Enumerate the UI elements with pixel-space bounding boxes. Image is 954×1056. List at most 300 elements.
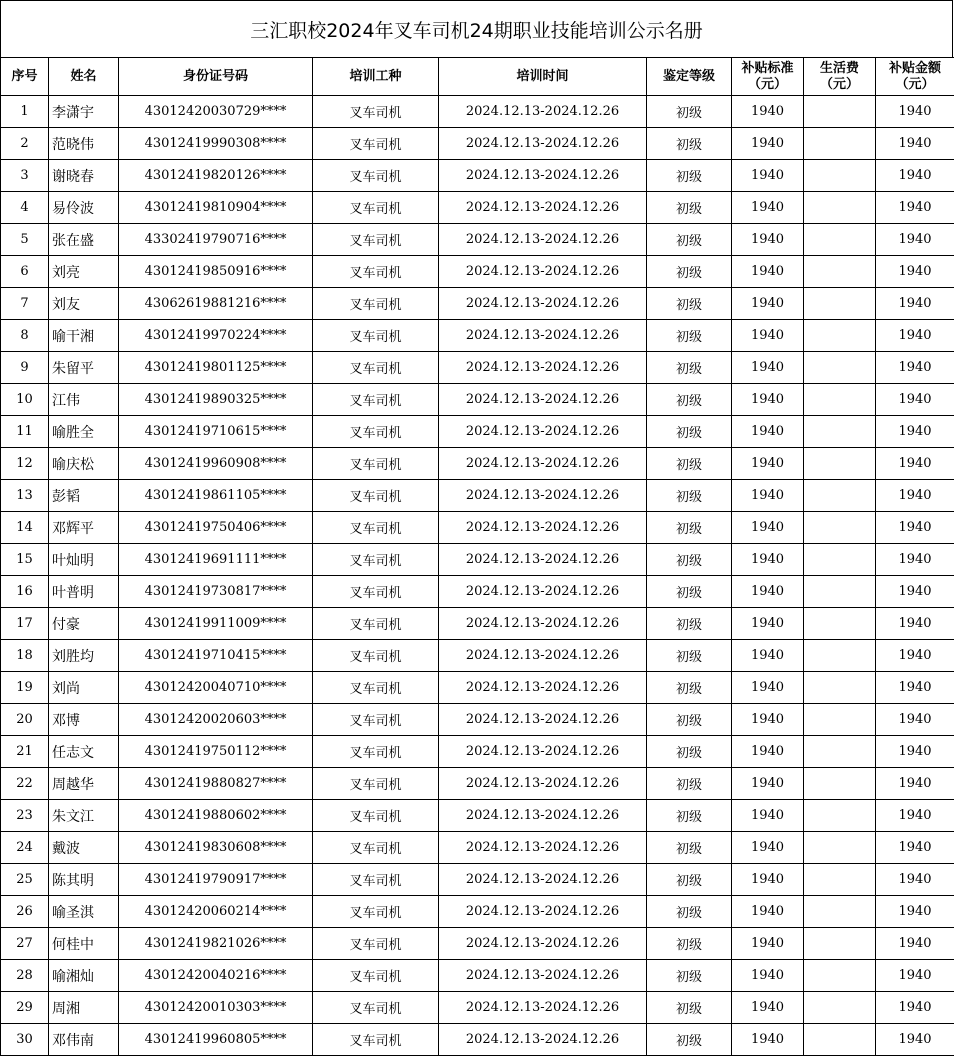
- header-period: 培训时间: [439, 58, 647, 96]
- cell-living: [804, 160, 876, 192]
- table-row: [1, 448, 954, 480]
- cell-living: [804, 768, 876, 800]
- cell-level: 初级: [647, 352, 732, 384]
- cell-seq: 13: [1, 480, 49, 512]
- cell-amount: 1940: [876, 320, 954, 352]
- cell-name: 刘友: [49, 288, 119, 320]
- cell-period: 2024.12.13-2024.12.26: [439, 384, 647, 416]
- cell-period: 2024.12.13-2024.12.26: [439, 544, 647, 576]
- cell-trade: 叉车司机: [313, 864, 439, 896]
- cell-standard: 1940: [732, 832, 804, 864]
- cell-trade: 叉车司机: [313, 704, 439, 736]
- cell-standard: 1940: [732, 480, 804, 512]
- cell-seq: 7: [1, 288, 49, 320]
- cell-seq: 6: [1, 256, 49, 288]
- cell-seq: 29: [1, 992, 49, 1024]
- cell-amount: 1940: [876, 224, 954, 256]
- cell-trade: 叉车司机: [313, 640, 439, 672]
- cell-living: [804, 192, 876, 224]
- cell-amount: 1940: [876, 512, 954, 544]
- header-amount: 补贴金额（元）: [876, 58, 954, 96]
- cell-seq: 21: [1, 736, 49, 768]
- cell-trade: 叉车司机: [313, 672, 439, 704]
- table-row: [1, 512, 954, 544]
- cell-trade: 叉车司机: [313, 960, 439, 992]
- cell-seq: 11: [1, 416, 49, 448]
- cell-seq: 19: [1, 672, 49, 704]
- table-row: [1, 352, 954, 384]
- cell-trade: 叉车司机: [313, 352, 439, 384]
- table-row: [1, 768, 954, 800]
- table-row: [1, 224, 954, 256]
- table-row: [1, 640, 954, 672]
- cell-level: 初级: [647, 384, 732, 416]
- cell-name: 邓博: [49, 704, 119, 736]
- cell-name: 朱文江: [49, 800, 119, 832]
- cell-living: [804, 448, 876, 480]
- cell-amount: 1940: [876, 640, 954, 672]
- cell-period: 2024.12.13-2024.12.26: [439, 352, 647, 384]
- cell-level: 初级: [647, 992, 732, 1024]
- cell-name: 邓辉平: [49, 512, 119, 544]
- roster-table: [0, 57, 954, 1056]
- cell-period: 2024.12.13-2024.12.26: [439, 256, 647, 288]
- cell-amount: 1940: [876, 896, 954, 928]
- cell-standard: 1940: [732, 320, 804, 352]
- cell-standard: 1940: [732, 576, 804, 608]
- cell-level: 初级: [647, 288, 732, 320]
- cell-trade: 叉车司机: [313, 1024, 439, 1056]
- cell-living: [804, 512, 876, 544]
- cell-living: [804, 128, 876, 160]
- cell-trade: 叉车司机: [313, 320, 439, 352]
- cell-seq: 9: [1, 352, 49, 384]
- cell-period: 2024.12.13-2024.12.26: [439, 928, 647, 960]
- cell-seq: 26: [1, 896, 49, 928]
- table-row: [1, 608, 954, 640]
- cell-period: 2024.12.13-2024.12.26: [439, 160, 647, 192]
- cell-living: [804, 960, 876, 992]
- cell-period: 2024.12.13-2024.12.26: [439, 640, 647, 672]
- cell-level: 初级: [647, 800, 732, 832]
- cell-amount: 1940: [876, 992, 954, 1024]
- cell-level: 初级: [647, 576, 732, 608]
- cell-standard: 1940: [732, 224, 804, 256]
- cell-seq: 17: [1, 608, 49, 640]
- cell-name: 喻庆松: [49, 448, 119, 480]
- cell-seq: 30: [1, 1024, 49, 1056]
- cell-id-number: 43012420020603****: [119, 704, 313, 736]
- cell-trade: 叉车司机: [313, 448, 439, 480]
- cell-name: 刘尚: [49, 672, 119, 704]
- cell-name: 谢晓春: [49, 160, 119, 192]
- cell-trade: 叉车司机: [313, 480, 439, 512]
- cell-trade: 叉车司机: [313, 928, 439, 960]
- cell-name: 江伟: [49, 384, 119, 416]
- table-row: [1, 192, 954, 224]
- cell-id-number: 43012419970224****: [119, 320, 313, 352]
- cell-id-number: 43012419861105****: [119, 480, 313, 512]
- cell-period: 2024.12.13-2024.12.26: [439, 768, 647, 800]
- cell-name: 叶普明: [49, 576, 119, 608]
- cell-name: 何桂中: [49, 928, 119, 960]
- cell-id-number: 43012419810904****: [119, 192, 313, 224]
- cell-standard: 1940: [732, 448, 804, 480]
- cell-level: 初级: [647, 1024, 732, 1056]
- cell-standard: 1940: [732, 160, 804, 192]
- cell-period: 2024.12.13-2024.12.26: [439, 224, 647, 256]
- table-row: [1, 960, 954, 992]
- cell-amount: 1940: [876, 960, 954, 992]
- cell-id-number: 43012419911009****: [119, 608, 313, 640]
- cell-name: 朱留平: [49, 352, 119, 384]
- cell-trade: 叉车司机: [313, 416, 439, 448]
- cell-name: 任志文: [49, 736, 119, 768]
- cell-name: 周越华: [49, 768, 119, 800]
- cell-id-number: 43012420010303****: [119, 992, 313, 1024]
- cell-name: 刘胜均: [49, 640, 119, 672]
- cell-period: 2024.12.13-2024.12.26: [439, 480, 647, 512]
- cell-name: 喻干湘: [49, 320, 119, 352]
- cell-living: [804, 352, 876, 384]
- cell-period: 2024.12.13-2024.12.26: [439, 608, 647, 640]
- cell-amount: 1940: [876, 544, 954, 576]
- cell-level: 初级: [647, 160, 732, 192]
- cell-standard: 1940: [732, 608, 804, 640]
- cell-amount: 1940: [876, 928, 954, 960]
- cell-trade: 叉车司机: [313, 512, 439, 544]
- cell-living: [804, 416, 876, 448]
- cell-level: 初级: [647, 896, 732, 928]
- cell-id-number: 43062619881216****: [119, 288, 313, 320]
- table-row: [1, 288, 954, 320]
- cell-id-number: 43012419830608****: [119, 832, 313, 864]
- cell-amount: 1940: [876, 352, 954, 384]
- cell-amount: 1940: [876, 1024, 954, 1056]
- cell-seq: 3: [1, 160, 49, 192]
- table-row: [1, 416, 954, 448]
- cell-name: 喻圣淇: [49, 896, 119, 928]
- header-living: 生活费（元）: [804, 58, 876, 96]
- cell-id-number: 43302419790716****: [119, 224, 313, 256]
- cell-amount: 1940: [876, 384, 954, 416]
- cell-seq: 20: [1, 704, 49, 736]
- cell-level: 初级: [647, 768, 732, 800]
- cell-living: [804, 96, 876, 128]
- table-row: [1, 864, 954, 896]
- table-row: [1, 256, 954, 288]
- cell-name: 戴波: [49, 832, 119, 864]
- cell-amount: 1940: [876, 480, 954, 512]
- cell-living: [804, 320, 876, 352]
- cell-standard: 1940: [732, 192, 804, 224]
- table-row: [1, 800, 954, 832]
- cell-trade: 叉车司机: [313, 544, 439, 576]
- cell-standard: 1940: [732, 288, 804, 320]
- cell-trade: 叉车司机: [313, 192, 439, 224]
- table-row: [1, 544, 954, 576]
- cell-seq: 4: [1, 192, 49, 224]
- table-row: [1, 992, 954, 1024]
- cell-trade: 叉车司机: [313, 768, 439, 800]
- cell-level: 初级: [647, 192, 732, 224]
- cell-amount: 1940: [876, 96, 954, 128]
- cell-period: 2024.12.13-2024.12.26: [439, 128, 647, 160]
- cell-seq: 15: [1, 544, 49, 576]
- table-row: [1, 704, 954, 736]
- table-row: [1, 480, 954, 512]
- cell-living: [804, 224, 876, 256]
- cell-standard: 1940: [732, 960, 804, 992]
- table-row: [1, 576, 954, 608]
- cell-trade: 叉车司机: [313, 224, 439, 256]
- cell-level: 初级: [647, 864, 732, 896]
- table-row: [1, 384, 954, 416]
- cell-name: 喻胜全: [49, 416, 119, 448]
- cell-level: 初级: [647, 416, 732, 448]
- cell-trade: 叉车司机: [313, 992, 439, 1024]
- cell-standard: 1940: [732, 96, 804, 128]
- cell-period: 2024.12.13-2024.12.26: [439, 448, 647, 480]
- cell-amount: 1940: [876, 192, 954, 224]
- table-row: [1, 160, 954, 192]
- cell-trade: 叉车司机: [313, 96, 439, 128]
- cell-seq: 24: [1, 832, 49, 864]
- cell-level: 初级: [647, 704, 732, 736]
- cell-name: 叶灿明: [49, 544, 119, 576]
- cell-standard: 1940: [732, 768, 804, 800]
- cell-level: 初级: [647, 672, 732, 704]
- table-row: [1, 1024, 954, 1056]
- cell-living: [804, 608, 876, 640]
- cell-period: 2024.12.13-2024.12.26: [439, 512, 647, 544]
- cell-period: 2024.12.13-2024.12.26: [439, 704, 647, 736]
- cell-standard: 1940: [732, 736, 804, 768]
- cell-seq: 18: [1, 640, 49, 672]
- cell-standard: 1940: [732, 704, 804, 736]
- cell-period: 2024.12.13-2024.12.26: [439, 896, 647, 928]
- cell-level: 初级: [647, 224, 732, 256]
- cell-trade: 叉车司机: [313, 128, 439, 160]
- cell-level: 初级: [647, 960, 732, 992]
- cell-amount: 1940: [876, 832, 954, 864]
- cell-seq: 22: [1, 768, 49, 800]
- cell-id-number: 43012419850916****: [119, 256, 313, 288]
- cell-standard: 1940: [732, 416, 804, 448]
- header-level: 鉴定等级: [647, 58, 732, 96]
- cell-amount: 1940: [876, 416, 954, 448]
- cell-standard: 1940: [732, 640, 804, 672]
- header-name: 姓名: [49, 58, 119, 96]
- cell-seq: 25: [1, 864, 49, 896]
- cell-trade: 叉车司机: [313, 608, 439, 640]
- cell-standard: 1940: [732, 928, 804, 960]
- cell-living: [804, 576, 876, 608]
- cell-id-number: 43012420040216****: [119, 960, 313, 992]
- cell-level: 初级: [647, 512, 732, 544]
- cell-id-number: 43012419790917****: [119, 864, 313, 896]
- table-row: [1, 928, 954, 960]
- cell-seq: 5: [1, 224, 49, 256]
- cell-living: [804, 544, 876, 576]
- cell-name: 易伶波: [49, 192, 119, 224]
- cell-trade: 叉车司机: [313, 896, 439, 928]
- cell-id-number: 43012420060214****: [119, 896, 313, 928]
- cell-standard: 1940: [732, 384, 804, 416]
- cell-id-number: 43012419821026****: [119, 928, 313, 960]
- cell-name: 喻湘灿: [49, 960, 119, 992]
- cell-trade: 叉车司机: [313, 384, 439, 416]
- cell-standard: 1940: [732, 352, 804, 384]
- cell-id-number: 43012419710415****: [119, 640, 313, 672]
- cell-standard: 1940: [732, 1024, 804, 1056]
- cell-amount: 1940: [876, 800, 954, 832]
- cell-name: 周湘: [49, 992, 119, 1024]
- cell-name: 刘亮: [49, 256, 119, 288]
- cell-living: [804, 480, 876, 512]
- cell-id-number: 43012419890325****: [119, 384, 313, 416]
- cell-period: 2024.12.13-2024.12.26: [439, 960, 647, 992]
- cell-living: [804, 288, 876, 320]
- cell-seq: 27: [1, 928, 49, 960]
- cell-amount: 1940: [876, 256, 954, 288]
- cell-period: 2024.12.13-2024.12.26: [439, 800, 647, 832]
- cell-seq: 8: [1, 320, 49, 352]
- table-row: [1, 896, 954, 928]
- cell-trade: 叉车司机: [313, 288, 439, 320]
- cell-period: 2024.12.13-2024.12.26: [439, 96, 647, 128]
- cell-name: 彭韬: [49, 480, 119, 512]
- cell-period: 2024.12.13-2024.12.26: [439, 1024, 647, 1056]
- cell-id-number: 43012419730817****: [119, 576, 313, 608]
- cell-seq: 14: [1, 512, 49, 544]
- cell-standard: 1940: [732, 864, 804, 896]
- cell-level: 初级: [647, 256, 732, 288]
- cell-level: 初级: [647, 544, 732, 576]
- table-row: [1, 672, 954, 704]
- cell-id-number: 43012419801125****: [119, 352, 313, 384]
- cell-living: [804, 832, 876, 864]
- cell-seq: 2: [1, 128, 49, 160]
- cell-id-number: 43012419960805****: [119, 1024, 313, 1056]
- cell-trade: 叉车司机: [313, 256, 439, 288]
- roster-body: [1, 96, 954, 1056]
- cell-level: 初级: [647, 832, 732, 864]
- cell-amount: 1940: [876, 608, 954, 640]
- cell-id-number: 43012419820126****: [119, 160, 313, 192]
- header-row: [1, 58, 954, 96]
- cell-level: 初级: [647, 96, 732, 128]
- cell-standard: 1940: [732, 512, 804, 544]
- table-row: [1, 96, 954, 128]
- cell-standard: 1940: [732, 896, 804, 928]
- cell-amount: 1940: [876, 864, 954, 896]
- cell-level: 初级: [647, 448, 732, 480]
- cell-id-number: 43012419750406****: [119, 512, 313, 544]
- cell-period: 2024.12.13-2024.12.26: [439, 832, 647, 864]
- cell-amount: 1940: [876, 672, 954, 704]
- cell-seq: 23: [1, 800, 49, 832]
- cell-name: 李潇宇: [49, 96, 119, 128]
- cell-period: 2024.12.13-2024.12.26: [439, 192, 647, 224]
- cell-trade: 叉车司机: [313, 160, 439, 192]
- cell-amount: 1940: [876, 160, 954, 192]
- cell-period: 2024.12.13-2024.12.26: [439, 576, 647, 608]
- cell-period: 2024.12.13-2024.12.26: [439, 288, 647, 320]
- cell-level: 初级: [647, 480, 732, 512]
- cell-amount: 1940: [876, 768, 954, 800]
- cell-period: 2024.12.13-2024.12.26: [439, 416, 647, 448]
- cell-seq: 10: [1, 384, 49, 416]
- cell-amount: 1940: [876, 448, 954, 480]
- cell-living: [804, 704, 876, 736]
- header-standard: 补贴标准（元）: [732, 58, 804, 96]
- cell-level: 初级: [647, 736, 732, 768]
- cell-id-number: 43012419990308****: [119, 128, 313, 160]
- cell-living: [804, 1024, 876, 1056]
- cell-id-number: 43012419710615****: [119, 416, 313, 448]
- cell-id-number: 43012420030729****: [119, 96, 313, 128]
- cell-name: 邓伟南: [49, 1024, 119, 1056]
- cell-trade: 叉车司机: [313, 800, 439, 832]
- cell-amount: 1940: [876, 576, 954, 608]
- table-row: [1, 320, 954, 352]
- table-row: [1, 128, 954, 160]
- header-trade: 培训工种: [313, 58, 439, 96]
- cell-name: 范晓伟: [49, 128, 119, 160]
- cell-seq: 12: [1, 448, 49, 480]
- cell-level: 初级: [647, 128, 732, 160]
- cell-living: [804, 640, 876, 672]
- cell-living: [804, 896, 876, 928]
- cell-standard: 1940: [732, 128, 804, 160]
- cell-id-number: 43012419960908****: [119, 448, 313, 480]
- cell-level: 初级: [647, 320, 732, 352]
- cell-standard: 1940: [732, 992, 804, 1024]
- cell-living: [804, 800, 876, 832]
- cell-id-number: 43012419880827****: [119, 768, 313, 800]
- cell-id-number: 43012419880602****: [119, 800, 313, 832]
- cell-trade: 叉车司机: [313, 576, 439, 608]
- cell-trade: 叉车司机: [313, 832, 439, 864]
- cell-name: 付豪: [49, 608, 119, 640]
- cell-standard: 1940: [732, 672, 804, 704]
- cell-seq: 28: [1, 960, 49, 992]
- cell-living: [804, 736, 876, 768]
- cell-period: 2024.12.13-2024.12.26: [439, 736, 647, 768]
- cell-standard: 1940: [732, 256, 804, 288]
- cell-name: 张在盛: [49, 224, 119, 256]
- cell-living: [804, 928, 876, 960]
- header-seq: 序号: [1, 58, 49, 96]
- cell-period: 2024.12.13-2024.12.26: [439, 864, 647, 896]
- cell-id-number: 43012419691111****: [119, 544, 313, 576]
- cell-id-number: 43012419750112****: [119, 736, 313, 768]
- cell-living: [804, 384, 876, 416]
- cell-amount: 1940: [876, 736, 954, 768]
- cell-amount: 1940: [876, 288, 954, 320]
- cell-standard: 1940: [732, 800, 804, 832]
- cell-level: 初级: [647, 640, 732, 672]
- cell-period: 2024.12.13-2024.12.26: [439, 320, 647, 352]
- cell-seq: 1: [1, 96, 49, 128]
- cell-id-number: 43012420040710****: [119, 672, 313, 704]
- table-row: [1, 736, 954, 768]
- cell-period: 2024.12.13-2024.12.26: [439, 672, 647, 704]
- cell-seq: 16: [1, 576, 49, 608]
- cell-trade: 叉车司机: [313, 736, 439, 768]
- sheet-title: 三汇职校2024年叉车司机24期职业技能培训公示名册: [0, 0, 953, 57]
